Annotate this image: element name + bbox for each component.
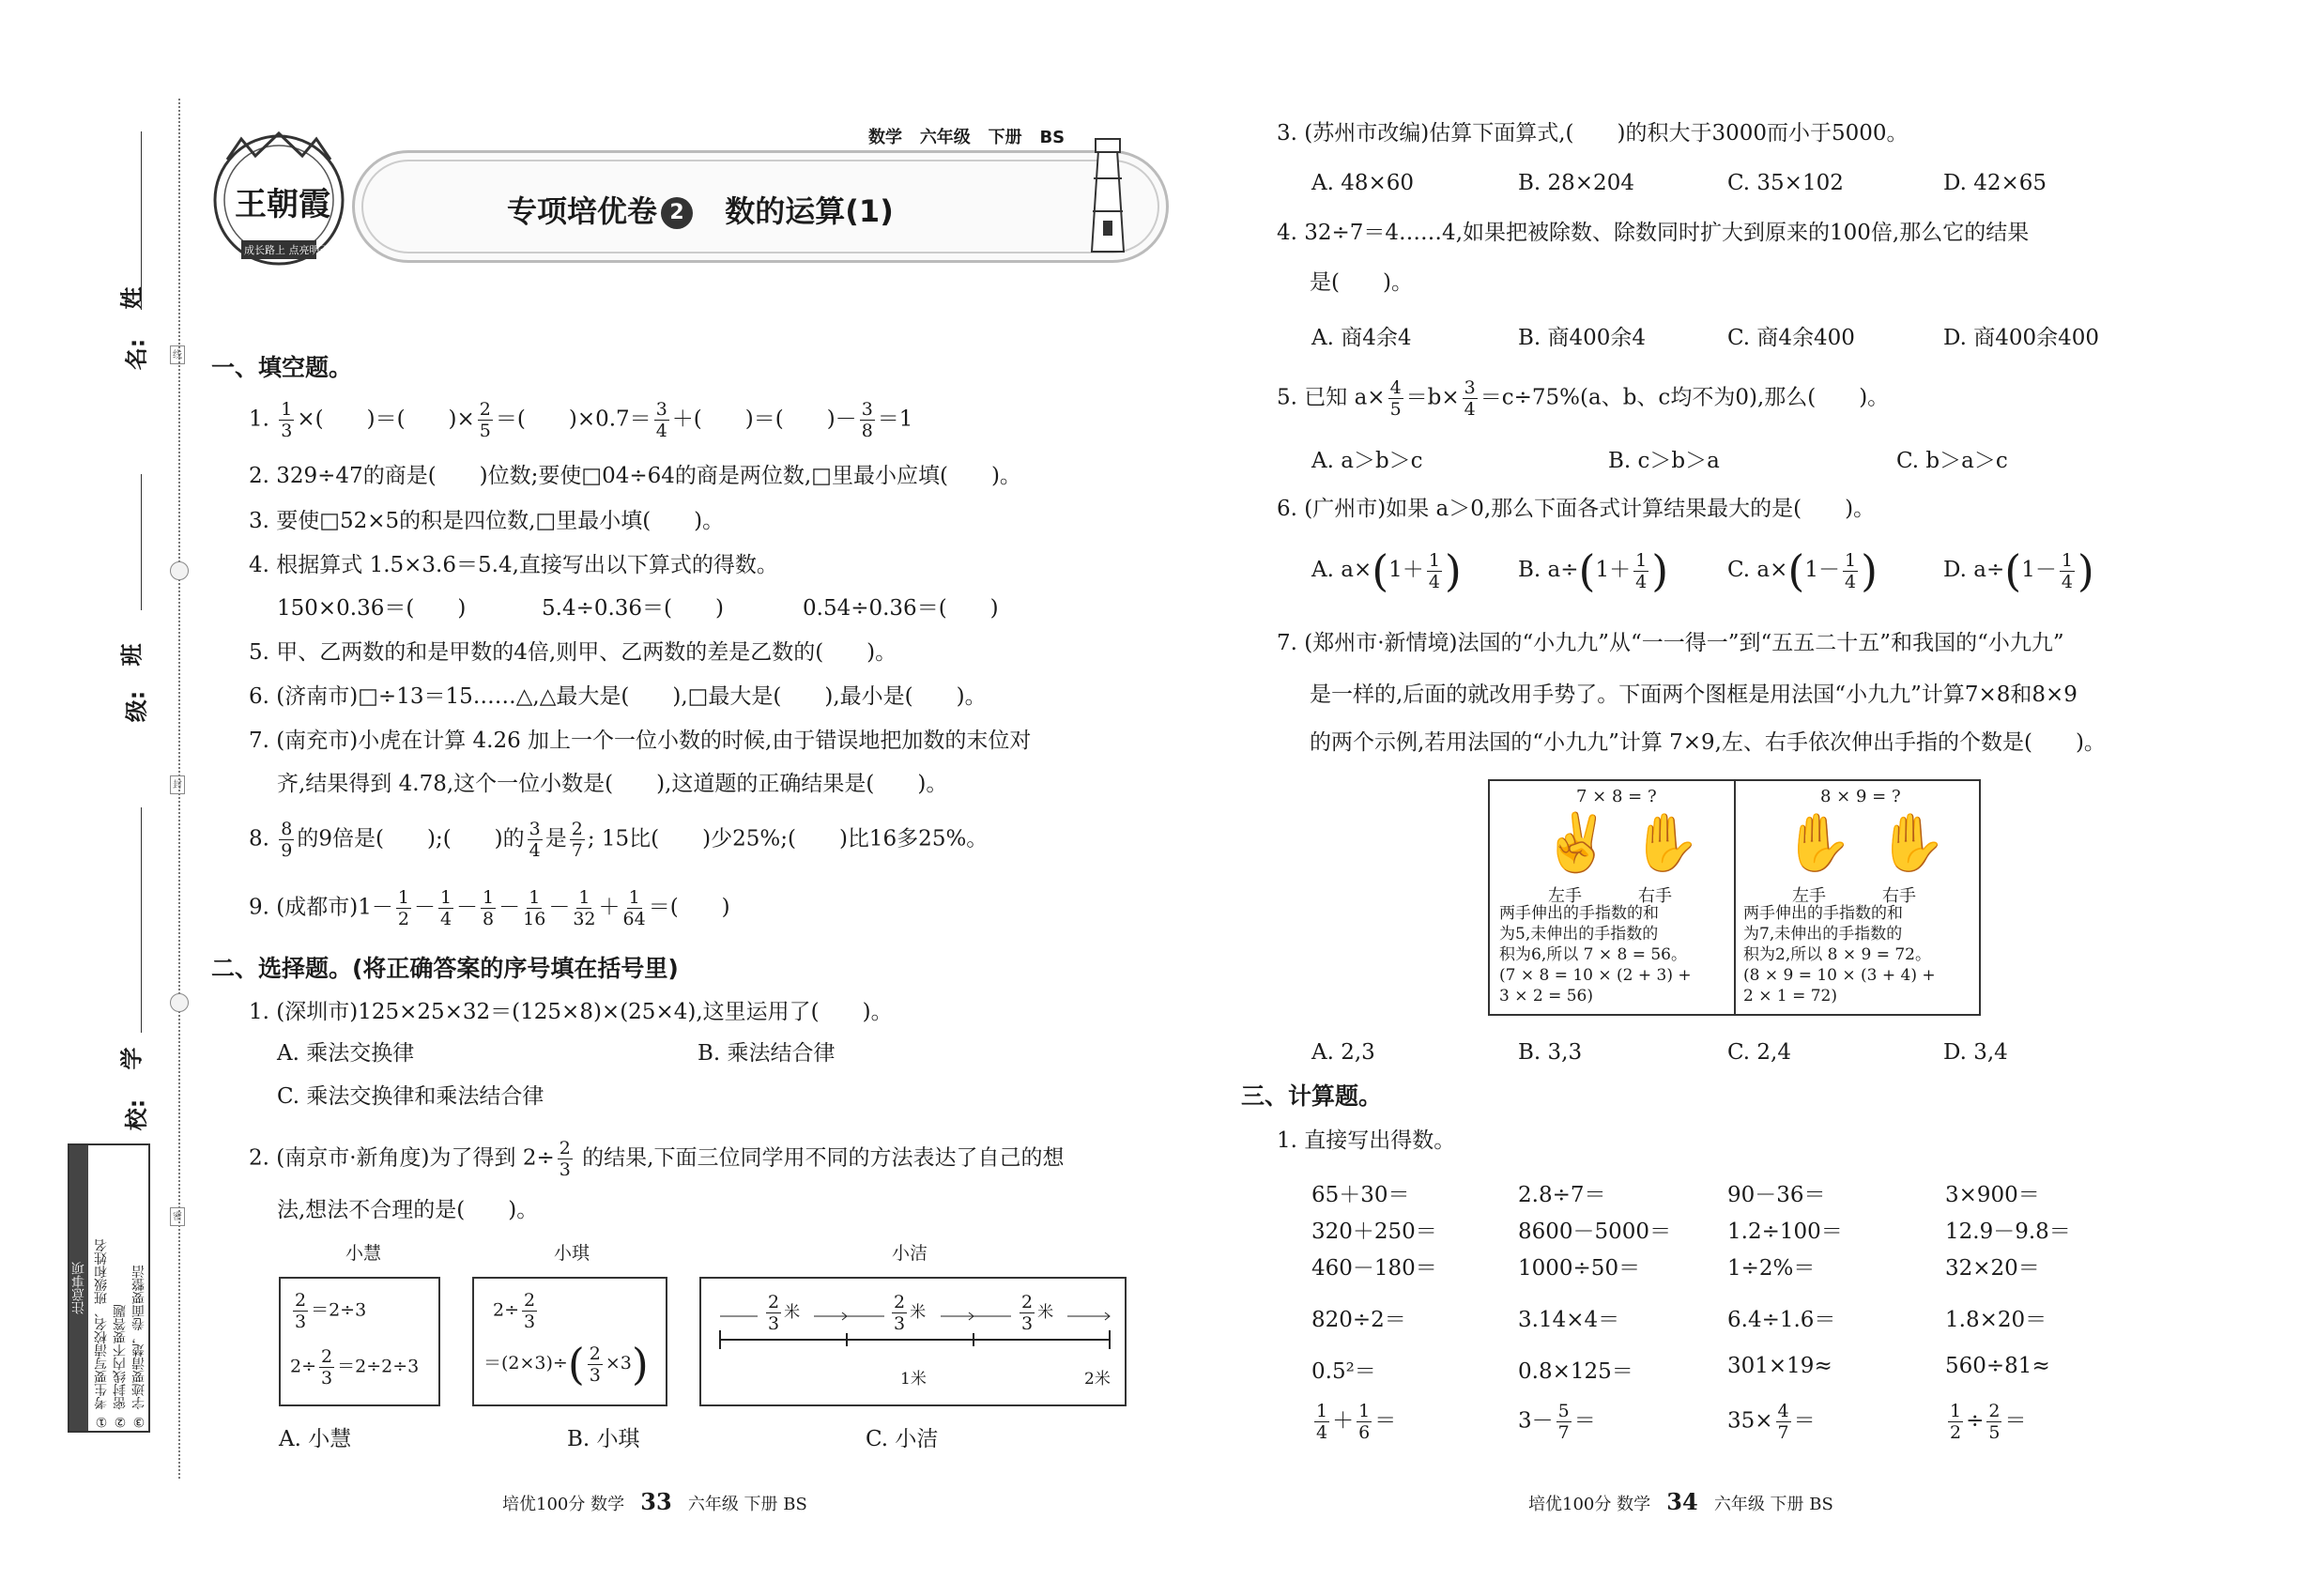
calc-item: 0.5²＝ — [1311, 1359, 1376, 1384]
calc-item: 1÷2%＝ — [1727, 1256, 1816, 1281]
r-q7c: 的两个示例,若用法国的“小九九”计算 7×9,左、右手依次伸出手指的个数是( )。 — [1310, 730, 2106, 755]
s1-q2: 2. 329÷47的商是( )位数;要使□04÷64的商是两位数,□里最小应填( )。 — [249, 464, 1021, 488]
r-q5: 5. 已知 a× $\frac{4}{5}$ ＝b× $\frac{3}{4}$ ＝c÷75%(a、b、c均不为0),那么( )。 — [1277, 377, 1890, 420]
fig-left-title: 7 × 8 = ? — [1576, 787, 1657, 806]
footer-left: 培优100分 数学 33 六年级 下册 BS — [502, 1488, 807, 1515]
notice-item: ③ 字迹要清楚，卷面要整洁 — [131, 1265, 146, 1429]
calc-item: 65＋30＝ — [1311, 1183, 1410, 1207]
s2-q1-optA: A. 乘法交换律 — [277, 1041, 415, 1066]
s1-q9: 9. (成都市)1－ $\frac{1}{2}$ － $\frac{1}{4}$ － $\frac{1}{8}$ － $\frac{1}{16}$ － $\frac{1}{32}$ ＋ $\frac{1}{64}$ ＝( ) — [249, 887, 730, 929]
r-q4a: 4. 32÷7＝4……4,如果把被除数、除数同时扩大到原来的100倍,那么它的结果 — [1277, 221, 2030, 245]
r-q4-optD: D. 商400余400 — [1943, 326, 2100, 350]
s1-q7a: 7. (南充市)小虎在计算 4.26 加上一个一位小数的时候,由于错误地把加数的末位对 — [249, 729, 1032, 753]
r-q6-optC: C. a×(1－ $\frac{1}{4}$ ) — [1727, 545, 1878, 596]
s1-q4c: 0.54÷0.36＝( ) — [803, 596, 999, 621]
r-q3: 3. (苏州市改编)估算下面算式,( )的积大于3000而小于5000。 — [1277, 121, 1909, 146]
calc-item: 3×900＝ — [1945, 1183, 2040, 1207]
seal-mark-line: 线 — [170, 345, 185, 364]
punch-hole — [170, 993, 189, 1012]
s1-q5: 5. 甲、乙两数的和是甲数的4倍,则甲、乙两数的差是乙数的( )。 — [249, 640, 897, 665]
tag-volume: 下册 — [988, 128, 1022, 147]
r-q6: 6. (广州市)如果 a＞0,那么下面各式计算结果最大的是( )。 — [1277, 497, 1876, 521]
calc-item: 12.9－9.8＝ — [1945, 1220, 2071, 1244]
r-calc-title: 1. 直接写出得数。 — [1277, 1128, 1456, 1153]
method-box-xiaoqi: 2÷ $\frac{2}{3}$ ＝(2×3)÷( $\frac{2}{3}$ ×3) — [472, 1277, 667, 1406]
s2-q1-optC: C. 乘法交换律和乘法结合律 — [277, 1084, 544, 1109]
brand-slogan: 成长路上 点亮明天 — [244, 244, 330, 256]
method-box-xiaohui: $\frac{2}{3}$ ＝2÷3 2÷ $\frac{2}{3}$ ＝2÷2÷3 — [279, 1277, 440, 1406]
seal-mark-seal: 封 — [170, 775, 185, 794]
tag-grade: 六年级 — [919, 128, 971, 147]
calc-item: 301×19≈ — [1727, 1354, 1832, 1378]
r-q7-optB: B. 3,3 — [1518, 1040, 1583, 1065]
r-q6-optB: B. a÷(1＋ $\frac{1}{4}$ ) — [1518, 545, 1669, 596]
r-q6-optD: D. a÷(1－ $\frac{1}{4}$ ) — [1943, 545, 2094, 596]
footer-right: 培优100分 数学 34 六年级 下册 BS — [1528, 1488, 1833, 1515]
s1-q4: 4. 根据算式 1.5×3.6＝5.4,直接写出以下算式的得数。 — [249, 553, 778, 577]
title-number-badge: 2 — [661, 197, 693, 229]
r-q6-optA: A. a×(1＋ $\frac{1}{4}$ ) — [1311, 545, 1462, 596]
name-label: 姓 — [118, 286, 146, 310]
section1-heading: 一、填空题。 — [211, 354, 353, 381]
page-title: 专项培优卷 2 数的运算(1) — [507, 193, 894, 229]
calc-item: 35× $\frac{4}{7}$ ＝ — [1727, 1401, 1816, 1443]
r-q5-optA: A. a＞b＞c — [1311, 449, 1423, 473]
s2-q1-optB: B. 乘法结合律 — [698, 1041, 836, 1066]
hand-icon: ✋ — [1877, 810, 1947, 876]
header-tags — [868, 124, 1065, 148]
s2-q2-optC: C. 小洁 — [866, 1427, 939, 1451]
s2-q2-optB: B. 小琪 — [567, 1427, 640, 1451]
r-q7-optC: C. 2,4 — [1727, 1040, 1791, 1065]
student-name-3: 小洁 — [892, 1243, 928, 1264]
s1-q6: 6. (济南市)□÷13＝15……△,△最大是( ),□最大是( ),最小是( )。 — [249, 684, 987, 709]
tag-subject: 数学 — [868, 128, 902, 147]
s2-q2-optA: A. 小慧 — [279, 1427, 352, 1451]
notice-title: 注意事项 — [69, 1145, 88, 1431]
s1-q4b: 5.4÷0.36＝( ) — [542, 596, 725, 621]
calc-item: 3.14×4＝ — [1518, 1308, 1620, 1332]
section2-heading: 二、选择题。(将正确答案的序号填在括号里) — [211, 955, 679, 982]
calc-item: 1.2÷100＝ — [1727, 1220, 1843, 1244]
calc-item: 6.4÷1.6＝ — [1727, 1308, 1836, 1332]
french-multiplication-figure: 7 × 8 = ? 8 × 9 = ? ✌ ✋ ✋ ✋ 左手 右手 左手 右手 两手伸出的手指数的和 为5,未伸出的手指数的 积为6,所以 7 × 8 = 56。 (7 × 8 = 10 × (2 + 3) + 3 × 2 = 56) 两手伸出的手指数的和 为7,未伸出的手指数的 积为2,所以 8 × 9 = 72。 (8 × 9 = 10 × (3 + 4) + 2 × 1 = 72) — [1488, 779, 1981, 1016]
calc-item: $\frac{1}{2}$ ÷ $\frac{2}{5}$ ＝ — [1950, 1401, 2027, 1443]
class-label-a: 班 — [118, 643, 146, 667]
r-q4-optA: A. 商4余4 — [1311, 326, 1412, 350]
s2-q1: 1. (深圳市)125×25×32＝(125×8)×(25×4),这里运用了( )。 — [249, 1000, 893, 1024]
calc-item: 1000÷50＝ — [1518, 1256, 1641, 1281]
brand-logo — [208, 130, 349, 270]
hand-icon: ✋ — [1783, 810, 1853, 876]
r-q3-optC: C. 35×102 — [1727, 171, 1844, 195]
school-label-b: 校: — [123, 1098, 150, 1131]
class-label-b: 级: — [123, 690, 150, 723]
r-q4-optC: C. 商4余400 — [1727, 326, 1855, 350]
student-name-2: 小琪 — [554, 1243, 590, 1264]
calc-item: 0.8×125＝ — [1518, 1359, 1633, 1384]
seal-mark-close: 密 — [170, 1207, 185, 1226]
notice-box — [68, 1143, 150, 1433]
student-name-1: 小慧 — [345, 1243, 382, 1264]
s1-q1: 1. $\frac{1}{3}$ ×( )＝( )× $\frac{2}{5}$ ＝( )×0.7＝ $\frac{3}{4}$ ＋( )＝( )－ $\frac{3}{8}$ ＝1 — [249, 399, 913, 441]
s1-q7b: 齐,结果得到 4.78,这个一位小数是( ),这道题的正确结果是( )。 — [277, 772, 948, 796]
fig-right-title: 8 × 9 = ? — [1820, 787, 1901, 806]
notice-item: ① 考生要写清校名、班级和姓名 — [94, 1238, 109, 1429]
fig-left-text: 两手伸出的手指数的和 为5,未伸出的手指数的 积为6,所以 7 × 8 = 56。 (7 × 8 = 10 × (2 + 3) + 3 × 2 = 56) — [1499, 904, 1692, 1005]
calc-item: 2.8÷7＝ — [1518, 1183, 1606, 1207]
calc-item: 560÷81≈ — [1945, 1354, 2050, 1378]
calc-item: 1.8×20＝ — [1945, 1308, 2047, 1332]
page-number-left: 33 — [640, 1488, 672, 1515]
s2-q2a: 2. (南京市·新角度)为了得到 2÷ $\frac{2}{3}$ 的结果,下面三位同学用不同的方法表达了自己的想 — [249, 1138, 1065, 1180]
calc-item: 8600－5000＝ — [1518, 1220, 1672, 1244]
fig-right-text: 两手伸出的手指数的和 为7,未伸出的手指数的 积为2,所以 8 × 9 = 72。 (8 × 9 = 10 × (3 + 4) + 2 × 1 = 72) — [1743, 904, 1936, 1005]
s1-q3: 3. 要使□52×5的积是四位数,□里最小填( )。 — [249, 509, 725, 533]
s2-q2c: 法,想法不合理的是( )。 — [277, 1198, 539, 1222]
school-label-a: 学 — [118, 1047, 146, 1070]
brand-name: 王朝霞 — [235, 186, 330, 223]
s1-q4a: 150×0.36＝( ) — [277, 596, 467, 621]
s1-q8: 8. $\frac{8}{9}$ 的9倍是( );( )的 $\frac{3}{4}$ 是 $\frac{2}{7}$ ; 15比( )少25%;( )比16多25%。 — [249, 819, 989, 861]
calc-item: 3－ $\frac{5}{7}$ ＝ — [1518, 1401, 1596, 1443]
notice-item: ② 密封线内不要答题 — [113, 1304, 128, 1429]
r-q7-optD: D. 3,4 — [1943, 1040, 2008, 1065]
name-label-b: 名: — [123, 338, 150, 371]
tag-edition: BS — [1039, 128, 1066, 147]
method-box-xiaojie: $\frac{2}{3}$ 米 $\frac{2}{3}$ 米 $\frac{2}{3}$ 米 1米 2米 — [699, 1277, 1127, 1406]
r-q3-optD: D. 42×65 — [1943, 171, 2047, 195]
calc-item: 820÷2＝ — [1311, 1308, 1406, 1332]
page-number-right: 34 — [1666, 1488, 1698, 1515]
r-q5-optB: B. c＞b＞a — [1608, 449, 1720, 473]
r-q5-optC: C. b＞a＞c — [1896, 449, 2008, 473]
r-q4b: 是( )。 — [1310, 270, 1413, 295]
r-q4-optB: B. 商400余4 — [1518, 326, 1647, 350]
calc-item: 32×20＝ — [1945, 1256, 2040, 1281]
r-q7-optA: A. 2,3 — [1311, 1040, 1375, 1065]
section3-heading: 三、计算题。 — [1241, 1082, 1383, 1110]
hand-icon: ✋ — [1631, 810, 1701, 876]
calc-item: 460－180＝ — [1311, 1256, 1437, 1281]
r-q3-optB: B. 28×204 — [1518, 171, 1634, 195]
r-q7b: 是一样的,后面的就改用手势了。下面两个图框是用法国“小九九”计算7×8和8×9 — [1310, 683, 2078, 707]
calc-item: 90－36＝ — [1727, 1183, 1826, 1207]
calc-item: $\frac{1}{4}$ ＋ $\frac{1}{6}$ ＝ — [1316, 1401, 1397, 1443]
punch-hole — [170, 561, 189, 580]
calc-item: 320＋250＝ — [1311, 1220, 1437, 1244]
r-q3-optA: A. 48×60 — [1311, 171, 1415, 195]
lighthouse-icon — [1075, 131, 1141, 257]
hand-icon: ✌ — [1541, 810, 1612, 876]
r-q7a: 7. (郑州市·新情境)法国的“小九九”从“一一得一”到“五五二十五”和我国的“小九九” — [1277, 631, 2064, 655]
